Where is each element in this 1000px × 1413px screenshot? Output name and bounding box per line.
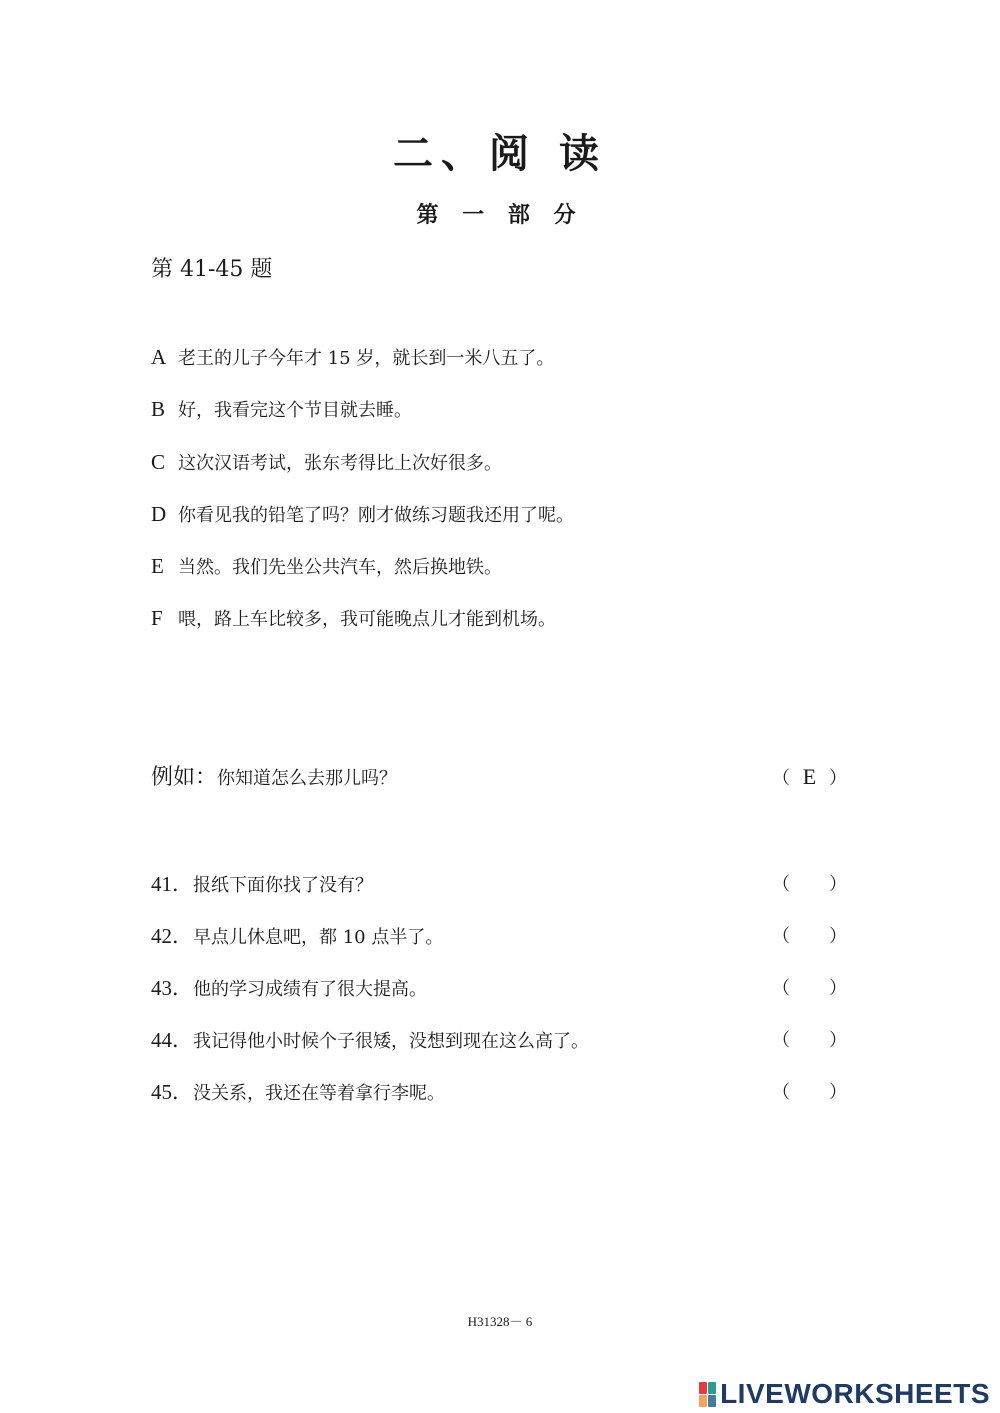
example-lead: 例如： bbox=[151, 765, 218, 790]
close-paren: ） bbox=[829, 1030, 847, 1051]
open-paren: （ bbox=[772, 874, 790, 895]
logo-mark-cell bbox=[708, 1382, 716, 1394]
logo-mark-cell bbox=[708, 1395, 716, 1407]
question-number: 43． bbox=[151, 976, 193, 1000]
option-b bbox=[151, 396, 412, 422]
open-paren: （ bbox=[772, 1082, 790, 1103]
section-subtitle: 第 一 部 分 bbox=[416, 202, 584, 228]
open-paren: （ bbox=[772, 926, 790, 947]
option-e bbox=[151, 553, 502, 579]
close-paren: ） bbox=[829, 926, 847, 947]
question-text: 他的学习成绩有了很大提高。 bbox=[193, 979, 427, 1000]
option-letter: A bbox=[151, 345, 167, 369]
page-number: H31328－ 6 bbox=[467, 1314, 533, 1329]
option-letter: C bbox=[151, 450, 166, 474]
question-44 bbox=[151, 1024, 589, 1054]
answer-box-42[interactable] bbox=[772, 922, 847, 948]
example-row bbox=[151, 760, 397, 791]
page-title: 二、阅 读 bbox=[393, 130, 607, 177]
question-text: 早点儿休息吧，都 10 点半了。 bbox=[193, 927, 444, 948]
option-letter: F bbox=[151, 606, 163, 630]
example-answer: E bbox=[802, 764, 817, 789]
option-d bbox=[151, 501, 574, 527]
question-number: 44． bbox=[151, 1028, 193, 1052]
option-f bbox=[151, 605, 556, 631]
example-text: 你知道怎么去那儿吗？ bbox=[217, 768, 398, 789]
option-text: 这次汉语考试，张东考得比上次好很多。 bbox=[178, 453, 502, 474]
question-text: 报纸下面你找了没有？ bbox=[193, 875, 373, 896]
option-text: 好，我看完这个节目就去睡。 bbox=[178, 400, 412, 421]
option-c bbox=[151, 449, 502, 475]
answer-box-44[interactable] bbox=[772, 1026, 847, 1052]
close-paren: ） bbox=[829, 1082, 847, 1103]
close-paren: ） bbox=[829, 978, 847, 999]
example-answer-box bbox=[772, 764, 847, 790]
option-text: 喂，路上车比较多，我可能晚点儿才能到机场。 bbox=[178, 609, 556, 630]
option-text: 你看见我的铅笔了吗？刚才做练习题我还用了呢。 bbox=[178, 505, 574, 526]
question-45 bbox=[151, 1076, 445, 1106]
option-letter: E bbox=[151, 554, 164, 578]
answer-box-43[interactable] bbox=[772, 974, 847, 1000]
option-text: 当然。我们先坐公共汽车，然后换地铁。 bbox=[178, 557, 502, 578]
answer-box-41[interactable] bbox=[772, 870, 847, 896]
open-paren: （ bbox=[772, 1030, 790, 1051]
question-42 bbox=[151, 920, 443, 950]
open-paren: （ bbox=[772, 978, 790, 999]
option-letter: B bbox=[151, 397, 166, 421]
option-text: 老王的儿子今年才 15 岁，就长到一米八五了。 bbox=[178, 348, 555, 369]
liveworksheets-logo[interactable] bbox=[699, 1378, 990, 1410]
option-letter: D bbox=[151, 502, 167, 526]
question-number: 41． bbox=[151, 872, 193, 896]
logo-mark-cell bbox=[699, 1395, 707, 1407]
option-a bbox=[151, 344, 554, 370]
close-paren: ） bbox=[828, 768, 847, 789]
logo-mark-icon bbox=[699, 1382, 716, 1407]
answer-box-45[interactable] bbox=[772, 1078, 847, 1104]
logo-mark-cell bbox=[699, 1382, 707, 1394]
logo-text: LIVEWORKSHEETS bbox=[720, 1378, 990, 1409]
question-41 bbox=[151, 868, 373, 898]
question-text: 没关系，我还在等着拿行李呢。 bbox=[193, 1083, 445, 1104]
question-number: 45． bbox=[151, 1080, 193, 1104]
question-number: 42． bbox=[151, 924, 193, 948]
question-range: 第 41-45 题 bbox=[151, 257, 273, 282]
question-text: 我记得他小时候个子很矮，没想到现在这么高了。 bbox=[193, 1031, 589, 1052]
question-43 bbox=[151, 972, 427, 1002]
close-paren: ） bbox=[829, 874, 847, 895]
open-paren: （ bbox=[772, 768, 790, 789]
